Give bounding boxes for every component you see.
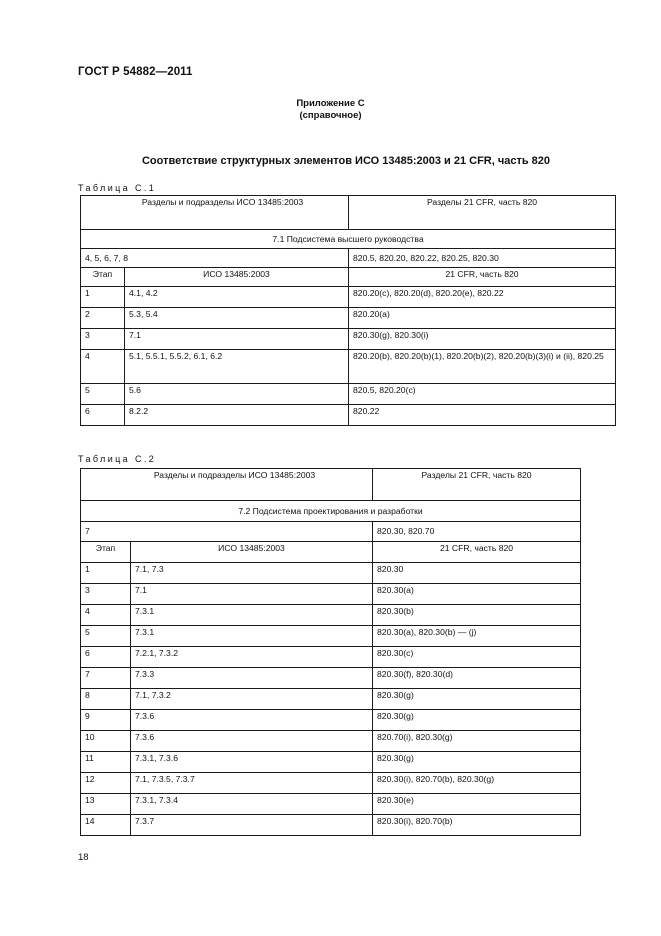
iso-cell: 5.3, 5.4 (125, 308, 349, 329)
table-row (81, 731, 581, 752)
table1 (80, 195, 616, 426)
stage-cell: 3 (81, 329, 125, 350)
table2 (80, 468, 581, 836)
table-row (81, 287, 616, 308)
cfr-cell: 820.30(g) (373, 710, 581, 731)
iso-cell: 7.3.1 (131, 626, 373, 647)
stage-cell: 5 (81, 384, 125, 405)
table-row (81, 563, 581, 584)
table2-header-cfr: Разделы 21 CFR, часть 820 (373, 469, 581, 501)
stage-cell: 9 (81, 710, 131, 731)
stage-cell: 11 (81, 752, 131, 773)
iso-cell: 7.3.1, 7.3.6 (131, 752, 373, 773)
table1-general-iso: 4, 5, 6, 7, 8 (81, 249, 349, 268)
table1-caption: Таблица С.1 (78, 183, 157, 193)
iso-cell: 7.1, 7.3 (131, 563, 373, 584)
cfr-cell: 820.30(c) (373, 647, 581, 668)
table-row (81, 647, 581, 668)
cfr-cell: 820.30(e) (373, 794, 581, 815)
iso-cell: 7.3.6 (131, 710, 373, 731)
table-row (81, 773, 581, 794)
table-row (81, 689, 581, 710)
stage-cell: 1 (81, 563, 131, 584)
cfr-cell: 820.30(g) (373, 752, 581, 773)
page-number: 18 (78, 852, 89, 863)
annex-heading (0, 98, 661, 122)
table1-subheader-cfr: 21 CFR, часть 820 (349, 268, 616, 287)
stage-cell: 8 (81, 689, 131, 710)
iso-cell: 7.3.3 (131, 668, 373, 689)
annex-label: Приложение С (296, 98, 365, 109)
stage-cell: 6 (81, 405, 125, 426)
table2-section-title: 7.2 Подсистема проектирования и разработки (81, 501, 581, 522)
stage-cell: 5 (81, 626, 131, 647)
table2-section-row (81, 501, 581, 522)
cfr-cell: 820.30 (373, 563, 581, 584)
cfr-cell: 820.5, 820.20(c) (349, 384, 616, 405)
stage-cell: 6 (81, 647, 131, 668)
cfr-cell: 820.30(i), 820.70(b), 820.30(g) (373, 773, 581, 794)
table-row (81, 794, 581, 815)
stage-cell: 3 (81, 584, 131, 605)
stage-cell: 4 (81, 605, 131, 626)
stage-cell: 13 (81, 794, 131, 815)
table-row (81, 308, 616, 329)
iso-cell: 7.1, 7.3.2 (131, 689, 373, 710)
table1-general-cfr: 820.5, 820.20, 820.22, 820.25, 820.30 (349, 249, 616, 268)
iso-cell: 5.1, 5.5.1, 5.5.2, 6.1, 6.2 (125, 350, 349, 384)
iso-cell: 7.3.7 (131, 815, 373, 836)
iso-cell: 7.3.1 (131, 605, 373, 626)
stage-cell: 14 (81, 815, 131, 836)
table1-header-row (81, 196, 616, 230)
table2-subheader-row (81, 542, 581, 563)
table2-subheader-cfr: 21 CFR, часть 820 (373, 542, 581, 563)
cfr-cell: 820.70(i), 820.30(g) (373, 731, 581, 752)
stage-cell: 7 (81, 668, 131, 689)
stage-cell: 2 (81, 308, 125, 329)
cfr-cell: 820.30(g), 820.30(i) (349, 329, 616, 350)
table-row (81, 329, 616, 350)
stage-cell: 10 (81, 731, 131, 752)
table1-general-row (81, 249, 616, 268)
table-row (81, 815, 581, 836)
table-row (81, 710, 581, 731)
iso-cell: 7.1, 7.3.5, 7.3.7 (131, 773, 373, 794)
iso-cell: 7.1 (131, 584, 373, 605)
table1-subheader-row (81, 268, 616, 287)
table1-header-iso: Разделы и подразделы ИСО 13485:2003 (81, 196, 349, 230)
table2-subheader-iso: ИСО 13485:2003 (131, 542, 373, 563)
table-row (81, 668, 581, 689)
iso-cell: 7.1 (125, 329, 349, 350)
cfr-cell: 820.30(a) (373, 584, 581, 605)
table-row (81, 605, 581, 626)
cfr-cell: 820.30(b) (373, 605, 581, 626)
table1-subheader-stage: Этап (81, 268, 125, 287)
table-row (81, 350, 616, 384)
stage-cell: 4 (81, 350, 125, 384)
table2-general-row (81, 522, 581, 542)
iso-cell: 7.2.1, 7.3.2 (131, 647, 373, 668)
table-row (81, 584, 581, 605)
iso-cell: 7.3.1, 7.3.4 (131, 794, 373, 815)
cfr-cell: 820.20(c), 820.20(d), 820.20(e), 820.22 (349, 287, 616, 308)
table2-general-cfr: 820.30, 820.70 (373, 522, 581, 542)
table1-header-cfr: Разделы 21 CFR, часть 820 (349, 196, 616, 230)
table1-section-title: 7.1 Подсистема высшего руководства (81, 230, 616, 249)
iso-cell: 5.6 (125, 384, 349, 405)
cfr-cell: 820.22 (349, 405, 616, 426)
table1-subheader-iso: ИСО 13485:2003 (125, 268, 349, 287)
table-row (81, 384, 616, 405)
document-title: Соответствие структурных элементов ИСО 13485:2003 и 21 CFR, часть 820 (141, 155, 551, 167)
iso-cell: 4.1, 4.2 (125, 287, 349, 308)
stage-cell: 12 (81, 773, 131, 794)
table-row (81, 405, 616, 426)
stage-cell: 1 (81, 287, 125, 308)
cfr-cell: 820.20(b), 820.20(b)(1), 820.20(b)(2), 820.20(b)(3)(i) и (ii), 820.25 (349, 350, 616, 384)
cfr-cell: 820.30(a), 820.30(b) — (j) (373, 626, 581, 647)
table2-subheader-stage: Этап (81, 542, 131, 563)
table2-caption: Таблица С.2 (78, 454, 157, 464)
cfr-cell: 820.30(g) (373, 689, 581, 710)
document-code: ГОСТ Р 54882—2011 (78, 66, 193, 78)
iso-cell: 8.2.2 (125, 405, 349, 426)
annex-type: (справочное) (299, 110, 362, 121)
iso-cell: 7.3.6 (131, 731, 373, 752)
table2-header-row (81, 469, 581, 501)
table-row (81, 626, 581, 647)
cfr-cell: 820.30(i), 820.70(b) (373, 815, 581, 836)
table1-section-row (81, 230, 616, 249)
cfr-cell: 820.30(f), 820.30(d) (373, 668, 581, 689)
table2-general-iso: 7 (81, 522, 373, 542)
table-row (81, 752, 581, 773)
cfr-cell: 820.20(a) (349, 308, 616, 329)
table2-header-iso: Разделы и подразделы ИСО 13485:2003 (81, 469, 373, 501)
